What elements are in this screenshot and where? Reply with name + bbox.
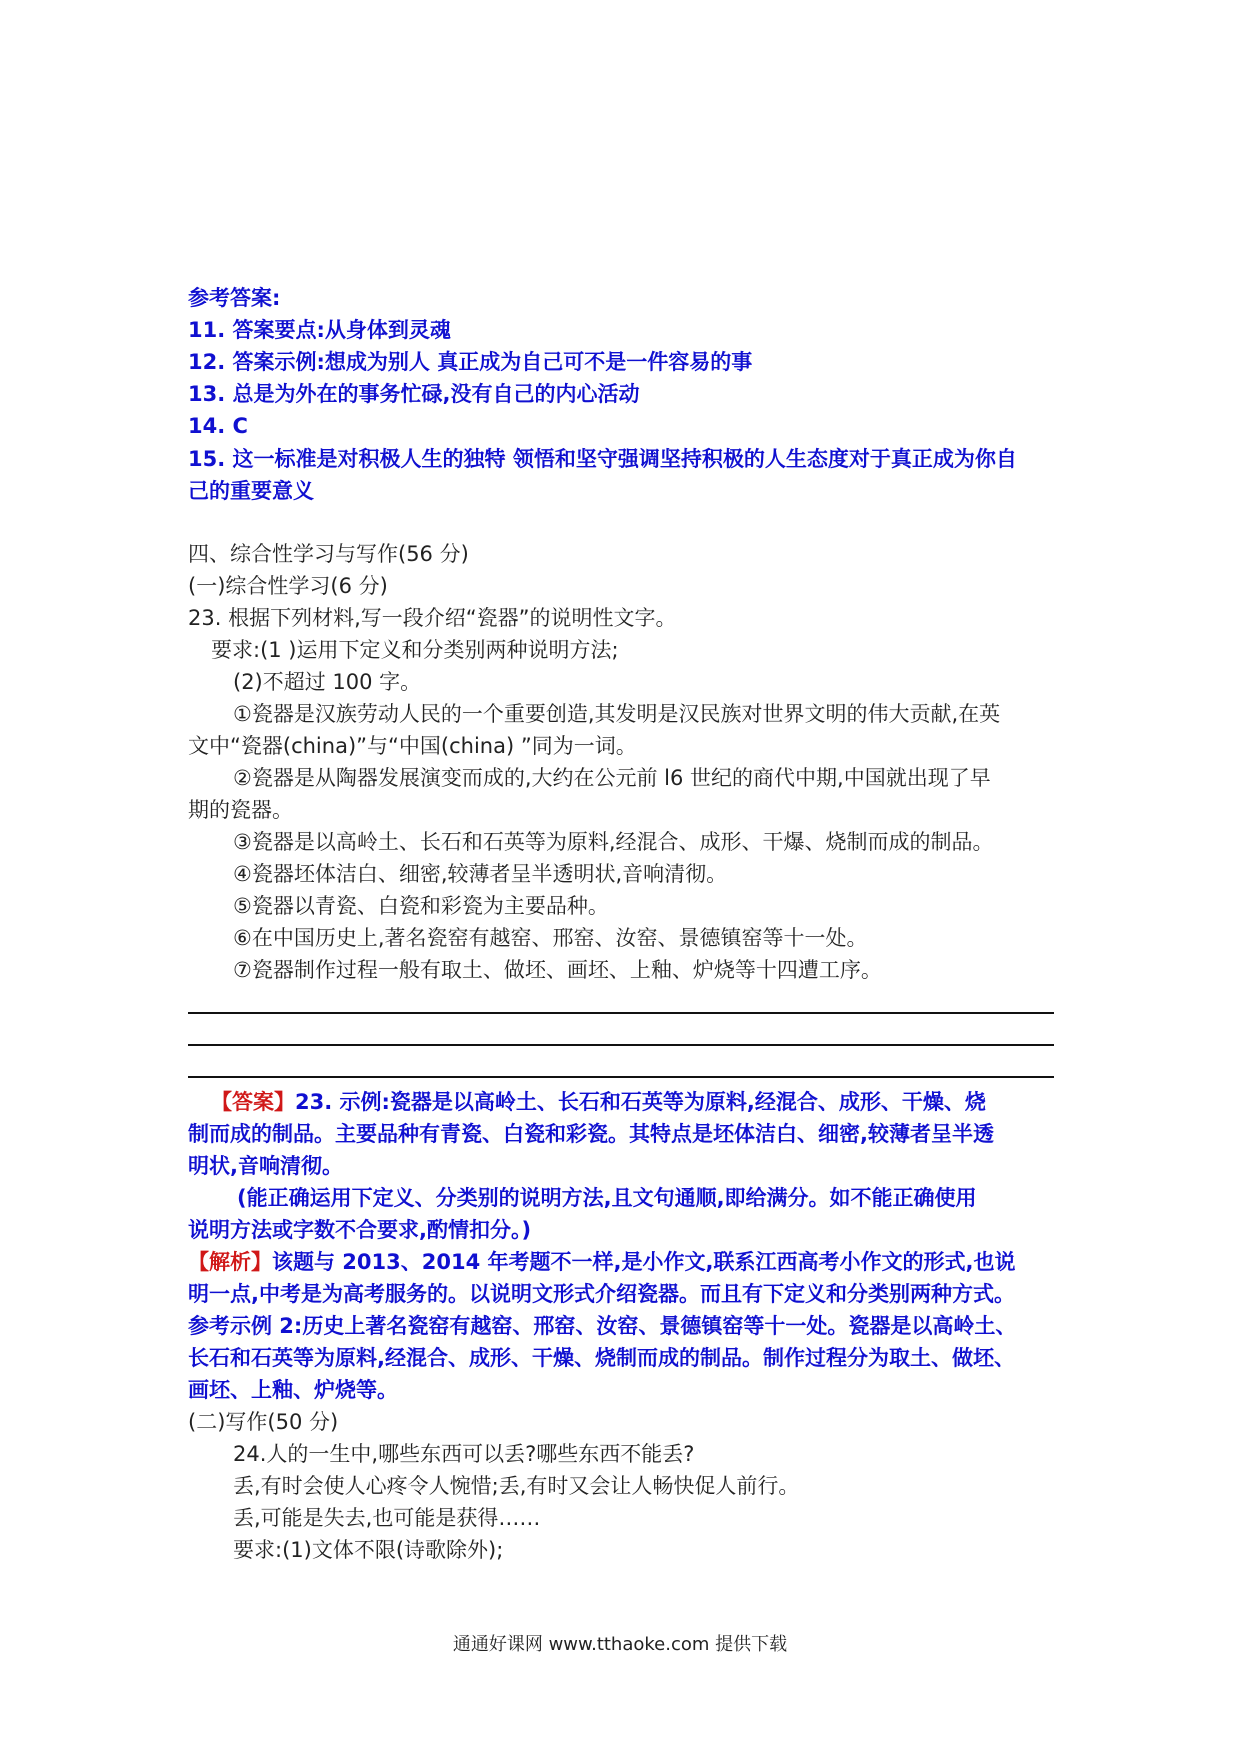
scoring-note-line1: (能正确运用下定义、分类别的说明方法,且文句通顺,即给满分。如不能正确使用 <box>237 1186 977 1210</box>
material-2-line2: 期的瓷器。 <box>188 798 293 822</box>
analysis-tag: 【解析】 <box>188 1250 272 1274</box>
analysis-line2: 明一点,中考是为高考服务的。以说明文形式介绍瓷器。而且有下定义和分类别两种方式。 <box>188 1282 1015 1306</box>
answer-15-line1: 15. 这一标准是对积极人生的独特 领悟和坚守强调坚持积极的人生态度对于真正成为你自 <box>188 447 1017 471</box>
analysis-line5: 画坯、上釉、炉烧等。 <box>188 1378 398 1402</box>
analysis-text: 该题与 2013、2014 年考题不一样,是小作文,联系江西高考小作文的形式,也说 <box>272 1250 1016 1274</box>
question-23: 23. 根据下列材料,写一段介绍“瓷器”的说明性文字。 <box>188 606 677 630</box>
analysis-line1 <box>188 1246 1054 1278</box>
answer-15-line2: 己的重要意义 <box>188 479 314 503</box>
answer-11: 11. 答案要点:从身体到灵魂 <box>188 318 451 342</box>
answer-13: 13. 总是为外在的事务忙碌,没有自己的内心活动 <box>188 382 640 406</box>
material-3: ③瓷器是以高岭土、长石和石英等为原料,经混合、成形、干爆、烧制而成的制品。 <box>233 830 994 854</box>
material-2-line1: ②瓷器是从陶器发展演变而成的,大约在公元前 l6 世纪的商代中期,中国就出现了早 <box>233 766 991 790</box>
analysis-line4: 长石和石英等为原料,经混合、成形、干燥、烧制而成的制品。制作过程分为取土、做坯、 <box>188 1346 1015 1370</box>
part-2-title: (二)写作(50 分) <box>188 1410 339 1434</box>
answer-rule-2 <box>188 1044 1054 1046</box>
answer-14: 14. C <box>188 414 248 438</box>
answer-23-line3: 明状,音响清彻。 <box>188 1154 343 1178</box>
answer-rule-1 <box>188 1012 1054 1014</box>
material-1-line2: 文中“瓷器(china)”与“中国(china) ”同为一词。 <box>188 734 637 758</box>
writing-requirement: 要求:(1)文体不限(诗歌除外); <box>233 1538 504 1562</box>
material-5: ⑤瓷器以青瓷、白瓷和彩瓷为主要品种。 <box>233 894 609 918</box>
material-7: ⑦瓷器制作过程一般有取土、做坯、画坯、上釉、炉烧等十四遭工序。 <box>233 958 882 982</box>
requirement-1: 要求:(1 )运用下定义和分类别两种说明方法; <box>211 638 619 662</box>
page-footer: 通通好课网 www.tthaoke.com 提供下载 <box>452 1634 788 1655</box>
answer-23-line2: 制而成的制品。主要品种有青瓷、白瓷和彩瓷。其特点是坯体洁白、细密,较薄者呈半透 <box>188 1122 994 1146</box>
part-1-title: (一)综合性学习(6 分) <box>188 574 388 598</box>
section-4-title: 四、综合性学习与写作(56 分) <box>188 542 469 566</box>
answer-23-text: 23. 示例:瓷器是以高岭土、长石和石英等为原料,经混合、成形、干燥、烧 <box>295 1090 986 1114</box>
answer-23-line1 <box>211 1086 1077 1118</box>
requirement-2: (2)不超过 100 字。 <box>233 670 422 694</box>
material-4: ④瓷器坯体洁白、细密,较薄者呈半透明状,音响清彻。 <box>233 862 728 886</box>
writing-prompt-1: 丢,有时会使人心疼令人惋惜;丢,有时又会让人畅快促人前行。 <box>233 1474 800 1498</box>
material-1-line1: ①瓷器是汉族劳动人民的一个重要创造,其发明是汉民族对世界文明的伟大贡献,在英 <box>233 702 1001 726</box>
answer-12: 12. 答案示例:想成为别人 真正成为自己可不是一件容易的事 <box>188 350 753 374</box>
answer-tag: 【答案】 <box>211 1090 295 1114</box>
analysis-line3: 参考示例 2:历史上著名瓷窑有越窑、邢窑、汝窑、景德镇窑等十一处。瓷器是以高岭土、 <box>188 1314 1017 1338</box>
question-24: 24.人的一生中,哪些东西可以丢?哪些东西不能丢? <box>233 1442 695 1466</box>
writing-prompt-2: 丢,可能是失去,也可能是获得…… <box>233 1506 541 1530</box>
answer-rule-3 <box>188 1076 1054 1078</box>
answers-heading: 参考答案: <box>188 286 281 310</box>
scoring-note-line2: 说明方法或字数不合要求,酌情扣分。) <box>188 1218 532 1242</box>
material-6: ⑥在中国历史上,著名瓷窑有越窑、邢窑、汝窑、景德镇窑等十一处。 <box>233 926 868 950</box>
